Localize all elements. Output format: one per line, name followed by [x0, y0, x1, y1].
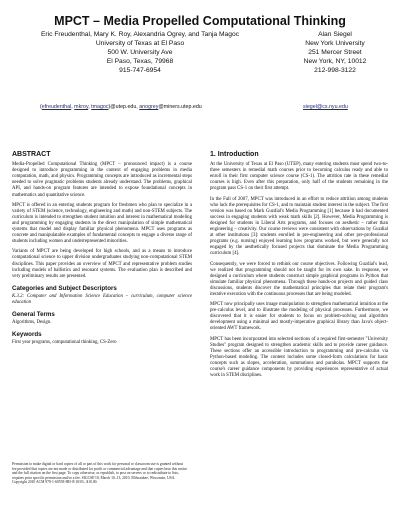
author-phone: 915-747-6954 [119, 66, 161, 74]
email-link[interactable]: tmagoc [91, 104, 109, 110]
email-link[interactable]: siegel@cs.nyu.edu [303, 104, 348, 110]
author-address-1: 500 W. University Ave [107, 48, 173, 56]
author-phone: 212-998-3122 [314, 66, 356, 74]
author-email-nyu [303, 104, 348, 110]
author-address-1: 251 Mercer Street [308, 48, 362, 56]
abstract-paragraph: MPCT is offered in an entering students program for freshmen who plan to specialize in a variety of STEM (science, technology, engineering and math) and non-STEM subjects. The curriculum is intended to strengthen student intuition and interest in mathematical modeling and programming by engaging students in the direct manipulation of simple mathematical systems that model and display familiar physical phenomena. MPCT uses programs as concrete and manipulatable examples of fundamental concepts to engage a diverse range of students including women and underrepresented minorities. [12, 202, 192, 245]
intro-paragraph: Consequently, we were forced to rethink our course objectives. Following Guzdial's lead, we realized that programming should not be taught for its own sake. In response, we designed a curriculum where students construct simple graphical programs in Python that simulate familiar physical phenomena. Through these hands-on projects and guided class discussions, students discover the mathematical principles that relate their program's iterative execution with the continuous processes that are being modeled. [210, 261, 388, 297]
keywords-heading: Keywords [12, 331, 42, 339]
author-block-utep [6, 31, 274, 76]
terms-heading: General Terms [12, 311, 55, 319]
right-column [210, 152, 388, 383]
author-block-nyu [276, 31, 394, 76]
ccs-heading: Categories and Subject Descriptors [12, 284, 117, 292]
keywords-text: First year programs, computational thinking, CS-Zero [12, 340, 117, 346]
email-text: )@utep.edu, [108, 104, 140, 110]
email-text: , [71, 104, 75, 110]
email-link[interactable]: anogrey [139, 104, 159, 110]
left-column [12, 152, 192, 350]
paper-title: MPCT – Media Propelled Computational Thinking [54, 14, 346, 28]
abstract-paragraph: Variants of MPCT are being developed for high schools, and as a means to introduce computational science to upper division undergraduates studying non-computational STEM disciplines. This paper provides an overview of MPCT and representative problem studies including models of ballistics and resonant systems. The evaluation plan is described and very preliminary results are presented. [12, 249, 192, 279]
author-names: Eric Freudenthal, Mary K. Roy, Alexandria Ogrey, and Tanja Magoc [40, 31, 240, 38]
author-name: Alan Siegel [318, 31, 352, 38]
author-emails-utep [40, 104, 202, 110]
author-address-2: El Paso, Texas, 79968 [106, 57, 174, 65]
terms-text: Algorithms, Design. [12, 320, 52, 326]
intro-paragraph: MPCT has been incorporated into selected sections of a required first-semester "University Studies" program designed to strengthen academic skills and to provide career guidance. These sections offer an accessible introduction to programming and pre-calculus via Python-based modeling. The content includes some closed-form calculations for basic concepts such as slopes, acceleration, summations and parabolas. MPCT supports the course's career guidance components by providing experiences representative of actual work in STEM disciplines. [210, 336, 388, 379]
email-text: , [88, 104, 92, 110]
email-text: ( [40, 104, 42, 110]
abstract-paragraph: Media-Propelled Computational Thinking (MPCT – pronounced impact) is a course designed to introduce programming in the context of engaging problems in media computation, math, and physics. Programming concepts are introduced as incremental steps needed to solve pragmatic problems students already understand. The problems, graphical API, and hands-on program features are intended to expose foundational concepts in mathematics and quantitative science. [12, 162, 192, 198]
email-text: @miners.utep.edu [158, 104, 202, 110]
intro-paragraph: MPCT now principally uses image manipulation to strengthen mathematical intuition at the pre-calculus level, and to illustrate the modeling of physical processes. Furthermore, we discovered that it is easier for students to focus on problem-solving and algorithm development using a minimal and mostly-imperative graphical library than Java's object-oriented AWT framework. [210, 302, 388, 332]
abstract-heading: ABSTRACT [12, 151, 51, 158]
author-affiliation: New York University [305, 39, 365, 47]
author-affiliation: University of Texas at El Paso [95, 39, 185, 47]
intro-heading: 1. Introduction [210, 151, 259, 158]
email-link[interactable]: efreudenthal [41, 104, 72, 110]
permission-notice: Permission to make digital or hard copies of all or part of this work for personal or classroom use is granted without fee provided that copies are not made or distributed for profit or commercial advantage and that copies bear this notice and the full citation on the first page. To copy otherwise, or republish, to post on servers or to redistribute to lists, requires prior specific permission and/or a fee. SIGCSE'10, March 10–13, 2010, Milwaukee, Wisconsin, USA. Copyright 2010 ACM 978-1-60558-885-8/10/03...$10.00. [12, 462, 187, 485]
email-link[interactable]: mkroy [74, 104, 89, 110]
ccs-text: K.3.2: Computer and Information Science Education – curriculum, computer science education [12, 293, 192, 305]
author-address-2: New York, NY, 10012 [303, 57, 367, 65]
intro-paragraph: At the University of Texas at El Paso (UTEP), many entering students must spend two-to-three semesters in remedial math courses prior to becoming calculus ready and able to enroll in their first computer science course (CS-1). The attrition rate in these remedial courses is high. Even after this preparation, only half of the students remaining in the program pass CS-1 on their first attempt. [210, 162, 388, 192]
intro-paragraph: In the Fall of 2007, MPCT was introduced in an effort to reduce attrition among students who lack the prerequisites for CS-1, and to maintain student interest in the subject. The first version was based on Mark Guzdial's Media Programming [1] because it had documented success in engaging students with weak math skills [2]. However, Media Programming is designed for students in Liberal Arts programs, and focuses on aesthetic – rather than engineering – creativity. Our course reviews were consistent with observations by Guzdial at other institutions [3]: students enrolled in pre-engineering and other pre-professional programs (e.g. nursing) enjoyed learning how programs worked, but were generally not engaged by the aesthetically focused projects that dominate the Media Programming curriculum [4]. [210, 196, 388, 257]
